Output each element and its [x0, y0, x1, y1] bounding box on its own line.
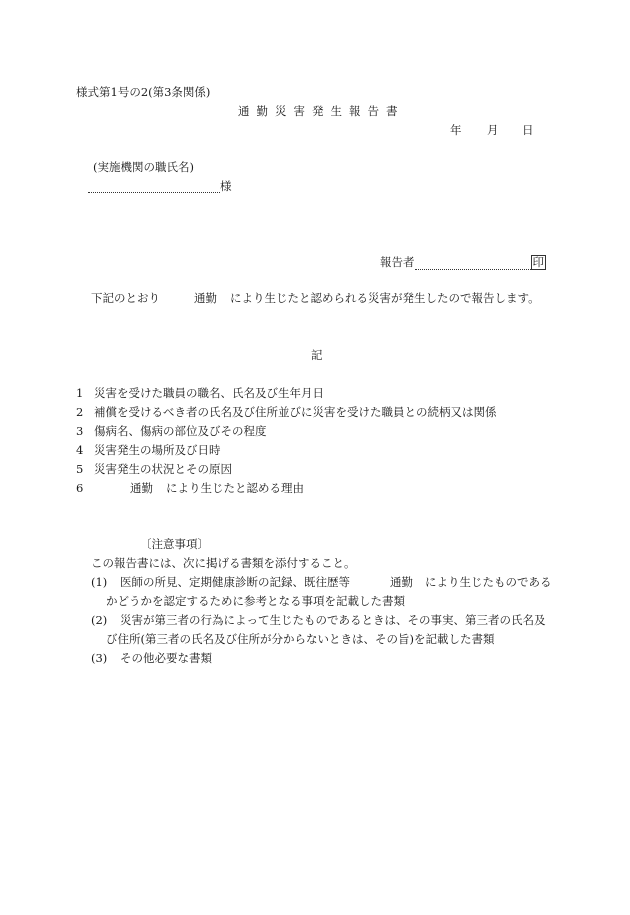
note-text: その他必要な書類 — [120, 651, 212, 665]
list-item: 災害を受けた職員の職名、氏名及び生年月日 — [94, 386, 324, 400]
note-commute: 通勤 — [390, 575, 413, 589]
seal-mark: 印 — [532, 255, 544, 269]
addressee-line — [88, 179, 232, 193]
list-item-commute: 通勤 — [130, 481, 153, 495]
notes-heading: 〔注意事項〕 — [140, 537, 209, 551]
date-day-label: 日 — [522, 123, 534, 137]
ki-heading: 記 — [311, 348, 323, 362]
item-number: 5 — [76, 462, 84, 476]
intro-after: により生じたと認められる災害が発生したので報告します。 — [230, 291, 540, 305]
item-number: 6 — [76, 481, 84, 495]
note-text: 災害が第三者の行為によって生じたものであるときは、その事実、第三者の氏名及 — [120, 613, 546, 627]
addressee-honorific: 様 — [220, 179, 232, 193]
item-number: 3 — [76, 424, 84, 438]
intro-commute: 通勤 — [194, 291, 217, 305]
note-text: 医師の所見、定期健康診断の記録、既往歴等 — [120, 575, 350, 589]
note-text: び住所(第三者の氏名及び住所が分からないときは、その旨)を記載した書類 — [106, 632, 495, 646]
item-number: 2 — [76, 405, 84, 419]
date-year-label: 年 — [450, 123, 462, 137]
note-text: かどうかを認定するために参考となる事項を記載した書類 — [106, 594, 405, 608]
notes-lead: この報告書には、次に掲げる書類を添付すること。 — [91, 556, 356, 570]
reporter-blank[interactable] — [415, 256, 531, 270]
list-item: 補償を受けるべき者の氏名及び住所並びに災害を受けた職員との続柄又は関係 — [94, 405, 497, 419]
addressee-label: (実施機関の職氏名) — [93, 160, 194, 174]
note-number: (3) — [91, 651, 108, 665]
note-number: (1) — [91, 575, 108, 589]
intro-before: 下記のとおり — [91, 291, 160, 305]
form-number: 様式第1号の2(第3条関係) — [76, 85, 211, 99]
list-item: により生じたと認める理由 — [166, 481, 304, 495]
list-item: 傷病名、傷病の部位及びその程度 — [94, 424, 267, 438]
addressee-blank[interactable] — [88, 179, 220, 193]
list-item: 災害発生の状況とその原因 — [94, 462, 232, 476]
reporter-line — [380, 255, 546, 270]
list-item: 災害発生の場所及び日時 — [94, 443, 221, 457]
note-text: により生じたものである — [425, 575, 552, 589]
note-number: (2) — [91, 613, 108, 627]
date-month-label: 月 — [487, 123, 499, 137]
item-number: 1 — [76, 386, 84, 400]
item-number: 4 — [76, 443, 84, 457]
document-title: 通勤災害発生報告書 — [238, 104, 405, 118]
reporter-label: 報告者 — [380, 255, 415, 269]
